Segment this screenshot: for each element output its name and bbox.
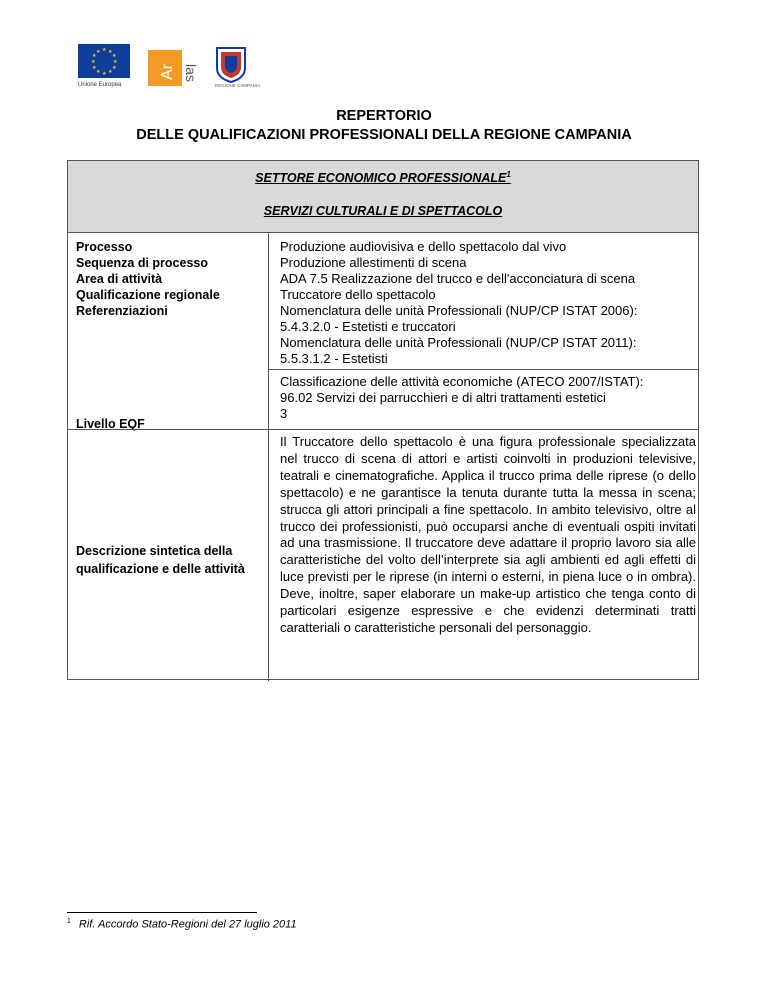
arlas-logo xyxy=(148,48,208,88)
footnote-text: Rif. Accordo Stato-Regioni del 27 luglio 2011 xyxy=(78,918,297,931)
svg-text:★: ★ xyxy=(96,69,101,75)
referenziazione-line: 5.5.3.1.2 - Estetisti xyxy=(280,351,388,366)
row-value-processo: Produzione audiovisiva e dello spettacolo dal vivo xyxy=(280,239,567,254)
row-label-livello-eqf: Livello EQF xyxy=(76,417,145,431)
footnote-separator xyxy=(67,912,257,913)
referenziazione-line: 5.4.3.2.0 - Estetisti e truccatori xyxy=(280,319,456,334)
column-divider xyxy=(268,233,269,681)
svg-text:las: las xyxy=(183,64,199,82)
svg-text:★: ★ xyxy=(96,49,101,55)
svg-text:★: ★ xyxy=(112,53,117,59)
svg-text:★: ★ xyxy=(92,65,97,71)
description-label: Descrizione sintetica della qualificazione e delle attività xyxy=(76,544,245,576)
row-value-sequenza: Produzione allestimenti di scena xyxy=(280,255,467,270)
svg-text:REGIONE CAMPANIA: REGIONE CAMPANIA xyxy=(215,83,261,88)
row-label-referenziazioni: Referenziazioni xyxy=(76,304,168,318)
row-label-processo: Processo xyxy=(76,240,133,254)
sector-name: SERVIZI CULTURALI E DI SPETTACOLO xyxy=(263,204,503,218)
footnote-reference: 1 xyxy=(506,170,511,179)
referenziazione-line: Nomenclatura delle unità Professionali (NUP/CP ISTAT 2006): xyxy=(280,303,638,318)
svg-text:★: ★ xyxy=(108,49,113,55)
row-label-qualificazione: Qualificazione regionale xyxy=(76,288,220,302)
row-divider xyxy=(68,429,698,430)
row-label-area: Area di attività xyxy=(76,272,163,286)
svg-text:★: ★ xyxy=(113,59,118,65)
svg-text:Ar: Ar xyxy=(159,64,176,80)
svg-text:★: ★ xyxy=(92,53,97,59)
referenziazione-line: Nomenclatura delle unità Professionali (NUP/CP ISTAT 2011): xyxy=(280,335,637,350)
referenziazione-line: 96.02 Servizi dei parrucchieri e di altri trattamenti estetici xyxy=(280,390,606,405)
svg-text:★: ★ xyxy=(91,59,96,65)
qualification-table xyxy=(67,160,699,680)
description-text: Il Truccatore dello spettacolo è una figura professionale specializzata nel trucco di scena di attori e artisti coinvolti in produzioni televisive, teatrali e cinematografiche. Applica il trucco prima delle riprese (o dello spettacolo) e ne garantisce la tenuta durante tutta la messa in scena; strucca gli attori principali a fine spettacolo. In ambito televisivo, oltre al trucco dei professionisti, può occuparsi anche di eventuali ospiti invitati ad una trasmissione. Il truccatore deve adattare il proprio lavoro sia alle caratteristiche del volto dell’interprete sia agli ambienti ed agli effetti di luce previsti per le riprese (in interni o esterni, in piena luce o in ombra). Deve, inoltre, saper elaborare un make-up artistico che tenga conto di particolari esigenze espressive e che evidenzi determinati tratti caratteriali o caratteristiche personali del personaggio. xyxy=(280,434,696,635)
regione-campania-logo xyxy=(213,46,261,88)
document-title-line1: REPERTORIO xyxy=(336,108,432,124)
svg-text:★: ★ xyxy=(112,65,117,71)
row-value-area: ADA 7.5 Realizzazione del trucco e dell'acconciatura di scena xyxy=(280,271,636,286)
document-title-line2: DELLE QUALIFICAZIONI PROFESSIONALI DELLA REGIONE CAMPANIA xyxy=(136,127,632,143)
referenziazione-line: Classificazione delle attività economiche (ATECO 2007/ISTAT): xyxy=(280,374,644,389)
eu-logo-label: Unione Europea xyxy=(78,82,122,88)
svg-text:★: ★ xyxy=(102,71,107,77)
sector-label: SETTORE ECONOMICO PROFESSIONALE$^1$ xyxy=(255,170,511,186)
svg-text:★: ★ xyxy=(102,47,107,53)
footnote-number: 1 xyxy=(67,918,71,925)
row-value-livello-eqf: 3 xyxy=(280,406,288,421)
sector-header xyxy=(68,161,698,233)
row-value-qualificazione: Truccatore dello spettacolo xyxy=(280,287,436,302)
svg-text:★: ★ xyxy=(108,69,113,75)
eu-flag-logo xyxy=(78,44,130,78)
row-label-sequenza: Sequenza di processo xyxy=(76,256,208,270)
cell-divider xyxy=(269,369,698,370)
footnote xyxy=(67,918,297,931)
